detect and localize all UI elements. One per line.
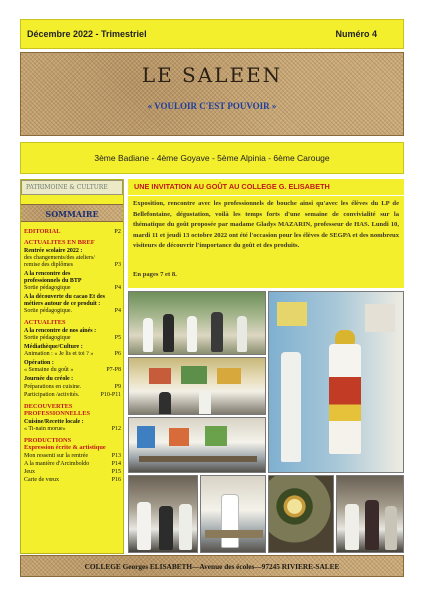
photo-madras-costume [268,291,404,473]
toc-page: P15 [111,469,121,475]
toc-entry-title: A la rencontre de nos aînés : [24,328,97,334]
issue-bar [20,19,404,49]
photo-exhibition-wall [128,357,266,415]
person-figure [143,318,153,352]
article-title: UNE INVITATION AU GOÛT AU COLLEGE G. ELISABETH [128,179,404,195]
toc-page: P14 [111,461,121,467]
toc-entry[interactable] [24,271,121,292]
toc-page: P10-P11 [100,392,121,398]
toc-page: P4 [114,285,121,291]
table-figure [205,530,263,538]
toc-entry-desc: Préparations en cuisine. [24,384,82,390]
person-figure [179,504,192,550]
sidebar [20,179,124,554]
toc-page: P3 [114,262,121,268]
toc-entry-desc: Sortie pédagogique [24,285,71,291]
table-figure [139,456,257,462]
newspaper-motto: « VOULOIR C'EST POUVOIR » [147,101,277,111]
poster-figure [149,368,171,384]
photo-classroom-display [128,417,266,473]
toc-entry-desc: Mon ressenti sur la rentrée [24,453,88,459]
toc-heading-actualites: ACTUALITES [24,319,66,326]
toc-entry[interactable] [24,461,121,468]
toc-page: P13 [111,453,121,459]
photo-visitors [336,475,404,553]
poster-figure [217,368,241,384]
toc-entry[interactable] [24,328,121,342]
toc-page: P12 [111,426,121,432]
toc-entry-desc: des changements/des ateliers/ remise des diplômes [24,255,95,268]
toc-entry-title: Médiathèque/Culture : [24,344,83,350]
toc-entry-title: Rentrée scolaire 2022 : [24,248,83,254]
toc-entry-title: Cuisine/Recette locale : [24,419,84,425]
toc-editorial[interactable] [24,228,121,235]
poster-figure [365,304,395,332]
footer-address: COLLEGE Georges ELISABETH—Avenue des écoles—97245 RIVIERE-SALEE [20,555,404,577]
toc-entry[interactable] [24,294,121,315]
toc-page: P5 [114,335,121,341]
toc-entry-desc: Sortie pédagogique [24,335,71,341]
person-figure [237,316,247,352]
toc-heading-productions: PRODUCTIONS [24,437,72,444]
toc-heading-editorial: EDITORIAL [24,228,61,235]
madras-headwrap [335,330,355,344]
toc-entry[interactable] [24,248,121,269]
person-figure [137,502,151,550]
toc-entry[interactable] [24,453,121,460]
toc-page: P9 [114,384,121,390]
toc-entry-desc: Participation /activités. [24,392,80,398]
toc-entry[interactable] [24,376,121,391]
toc-entry-desc: Carte de vœux [24,477,59,483]
person-figure [221,494,239,548]
toc-entry[interactable] [24,344,121,358]
toc-subheading-productions: Expression écrite & artistique [24,444,106,451]
toc-entry[interactable] [24,469,121,476]
person-figure [211,312,223,352]
toc-heading-decouvertes: DECOUVERTES PROFESSIONNELLES [24,403,91,417]
article-body: Exposition, rencontre avec les professionnels de bouche ainsi qu'avec les élèves du LP de Bellefontaine, dégustation, voilà les temps forts d'une semaine de convivialité sur la thématique du goût proposée par madame Gladys MAZARIN, professeur de HAS. Lundi 10, mardi 11 et jeudi 13 octobre 2022 ont été l'occasion pour les élèves de SEGPA et des nombreux visiteurs de découvrir l'importance du goût et des produits. [128,196,404,288]
toc-entry-desc-line [24,384,105,391]
toc-page: P2 [114,228,121,235]
toc-page: P7-P8 [106,367,121,373]
person-figure [329,344,361,454]
person-figure [163,314,174,352]
issue-number: Numéro 4 [335,29,377,39]
classes-bar [20,142,404,174]
toc-page: P6 [114,351,121,357]
toc-entry-title: Journée du créole : [24,376,74,382]
toc-entry-desc: Jeux [24,469,35,475]
toc-entry-desc: Animation : « Je lis et toi ? » [24,351,94,357]
poster-figure [205,426,227,446]
poster-figure [137,426,155,448]
toc-entry-desc: A la manière d'Arcimboldo [24,461,90,467]
newspaper-title: LE SALEEN [141,63,283,87]
person-figure [281,352,301,462]
classes-list: 3ème Badiane - 4ème Goyave - 5ème Alpinia - 6ème Carouge [94,153,330,163]
toc-entry[interactable] [24,392,121,399]
poster-figure [181,366,207,384]
person-figure [187,316,197,352]
toc-entry-title: Opération : [24,360,54,366]
photo-food-tasting [268,475,334,553]
table-of-contents [24,228,121,484]
toc-entry-desc: « Ti-nain morue» [24,426,66,432]
photo-chef-demo [200,475,266,553]
toc-entry[interactable] [24,419,121,433]
person-figure [385,506,397,550]
issue-date: Décembre 2022 - Trimestriel [27,29,147,39]
toc-entry-title: A la découverte du cacao Et des métiers autour de ce produit : [24,294,105,307]
toc-entry-desc: Sortie pédagogique. [24,308,72,314]
masthead [20,52,404,136]
section-tag: PATRIMOINE & CULTURE [21,180,123,195]
toc-entry[interactable] [24,477,121,484]
person-figure [159,392,171,415]
photo-group-outdoor [128,291,266,355]
person-figure [199,390,211,415]
article-page-ref: En pages 7 et 8. [133,271,177,278]
toc-heading-actualites-bref: ACTUALITES EN BREF [24,239,95,246]
toc-entry-title: A la rencontre des professionnels du BTP [24,271,82,284]
sommaire-title: SOMMAIRE [21,204,123,222]
toc-entry[interactable] [24,360,121,374]
photo-students-kitchen [128,475,198,553]
toc-entry-desc: « Semaine du goût » [24,367,74,373]
toc-page: P16 [111,477,121,483]
poster-figure [277,302,307,326]
person-figure [159,506,173,550]
toc-page: P4 [114,308,121,314]
person-figure [345,504,359,550]
poster-figure [169,428,189,446]
person-figure [365,500,379,550]
